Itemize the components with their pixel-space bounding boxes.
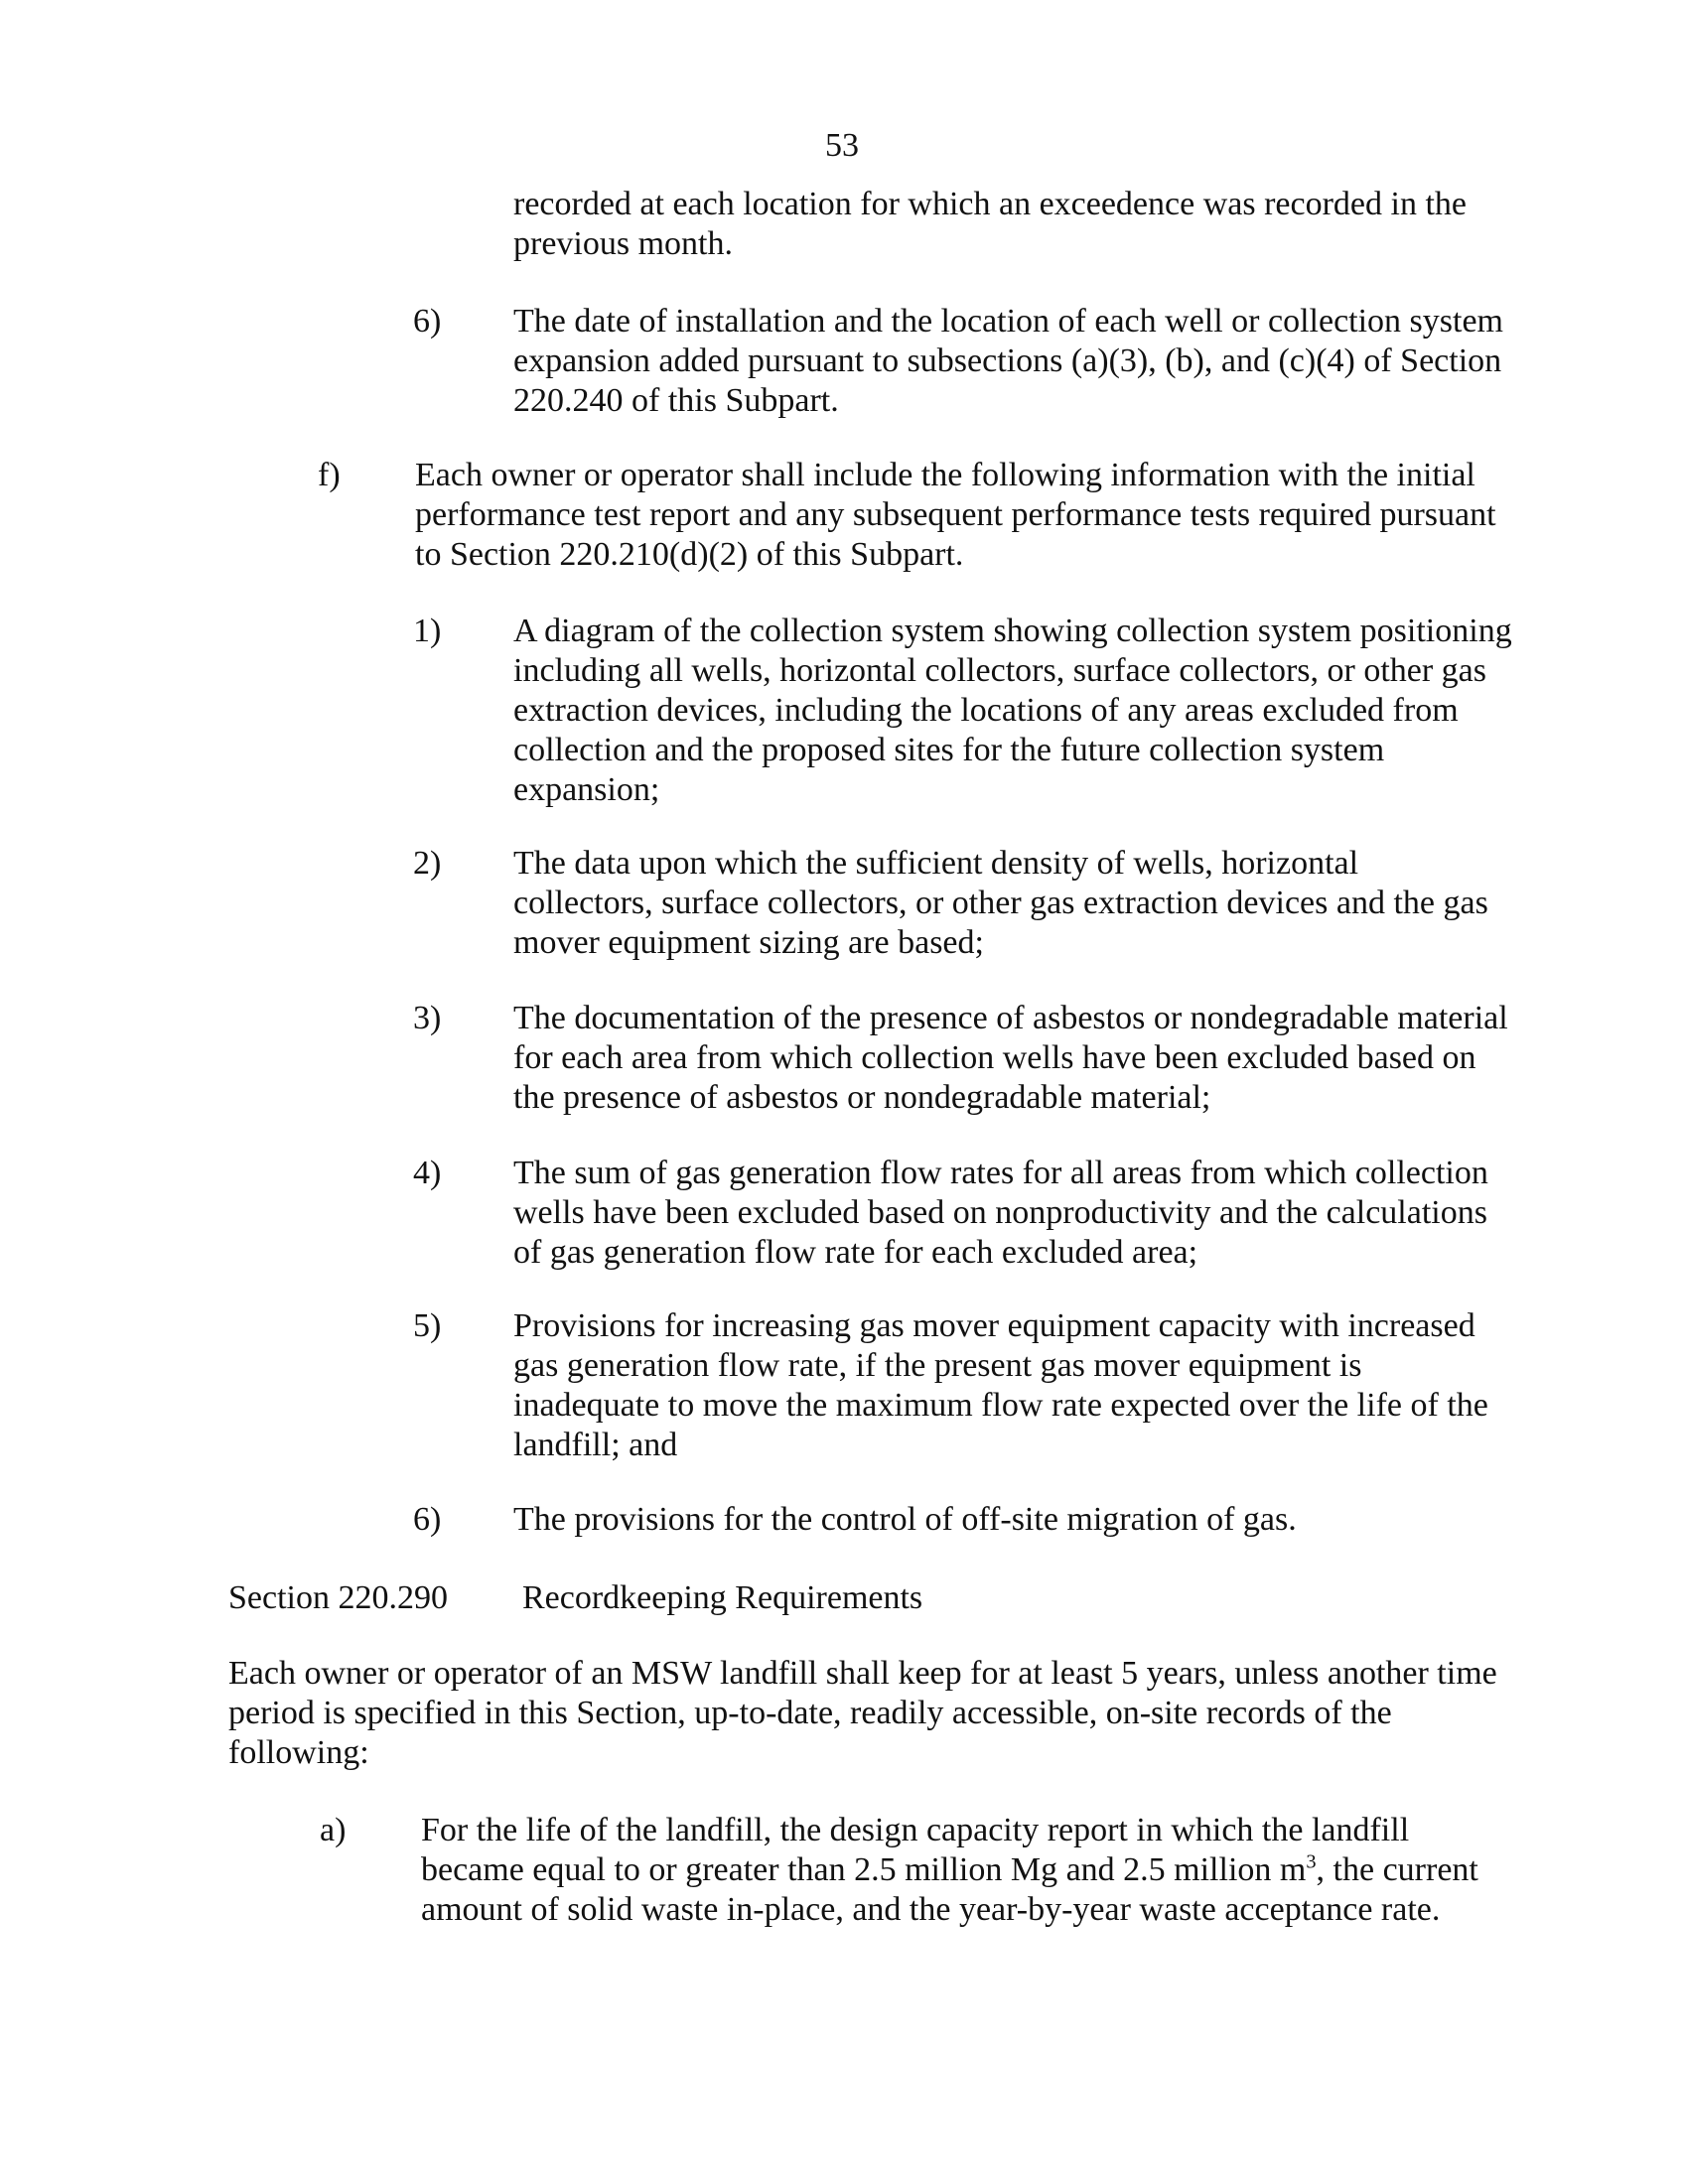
continuation-text: recorded at each location for which an exceedence was recorded in the previous month. <box>513 186 1467 262</box>
page-number: 53 <box>825 127 859 164</box>
subsection-a-marker: a) <box>320 1812 347 1848</box>
item-f4-number: 4) <box>413 1155 442 1191</box>
item-f3-text: The documentation of the presence of asbestos or nondegradable material for each area from which collection wells have been excluded based on the presence of asbestos or nondegradable material; <box>513 1000 1508 1116</box>
item-f2-number: 2) <box>413 845 442 882</box>
item-f4-text: The sum of gas generation flow rates for all areas from which collection wells have been excluded based on nonproductivity and the calculations of gas generation flow rate for each excluded area; <box>513 1155 1488 1271</box>
cubic-superscript: 3 <box>1306 1850 1317 1873</box>
section-number: Section 220.290 <box>228 1579 448 1616</box>
section-intro: Each owner or operator of an MSW landfill shall keep for at least 5 years, unless another time period is specified in this Section, up-to-date, readily accessible, on-site records of the following: <box>228 1655 1497 1771</box>
item-f5-number: 5) <box>413 1307 442 1344</box>
subsection-a-text-start: For the life of the landfill, the design capacity report in which the landfill became equal to or greater than 2.5 million Mg and 2.5 million m <box>421 1812 1410 1888</box>
section-title: Recordkeeping Requirements <box>522 1579 923 1616</box>
subsection-f-marker: f) <box>318 457 341 493</box>
subsection-a-text-end: , the current amount of solid waste in-place, and the year-by-year waste acceptance rate. <box>421 1851 1478 1928</box>
item-f3-number: 3) <box>413 1000 442 1036</box>
item-f1-text: A diagram of the collection system showing collection system positioning including all wells, horizontal collectors, surface collectors, or other gas extraction devices, including the locations of any areas excluded from collection and the proposed sites for the future collection system expansion; <box>513 613 1512 808</box>
item-f6-text: The provisions for the control of off-site migration of gas. <box>513 1501 1297 1538</box>
item-e6-text: The date of installation and the location of each well or collection system expansion added pursuant to subsections (a)(3), (b), and (c)(4) of Section 220.240 of this Subpart. <box>513 303 1504 419</box>
item-f5-text: Provisions for increasing gas mover equipment capacity with increased gas generation flow rate, if the present gas mover equipment is inadequate to move the maximum flow rate expected over the life of the landfill; and <box>513 1307 1488 1463</box>
subsection-a-text <box>421 1811 1513 1930</box>
item-e6-number: 6) <box>413 303 442 340</box>
item-f1-number: 1) <box>413 613 442 649</box>
item-f6-number: 6) <box>413 1501 442 1538</box>
item-f2-text: The data upon which the sufficient density of wells, horizontal collectors, surface collectors, or other gas extraction devices and the gas mover equipment sizing are based; <box>513 845 1488 961</box>
subsection-f-text: Each owner or operator shall include the following information with the initial performance test report and any subsequent performance tests required pursuant to Section 220.210(d)(2) of this Subpart. <box>415 457 1496 573</box>
